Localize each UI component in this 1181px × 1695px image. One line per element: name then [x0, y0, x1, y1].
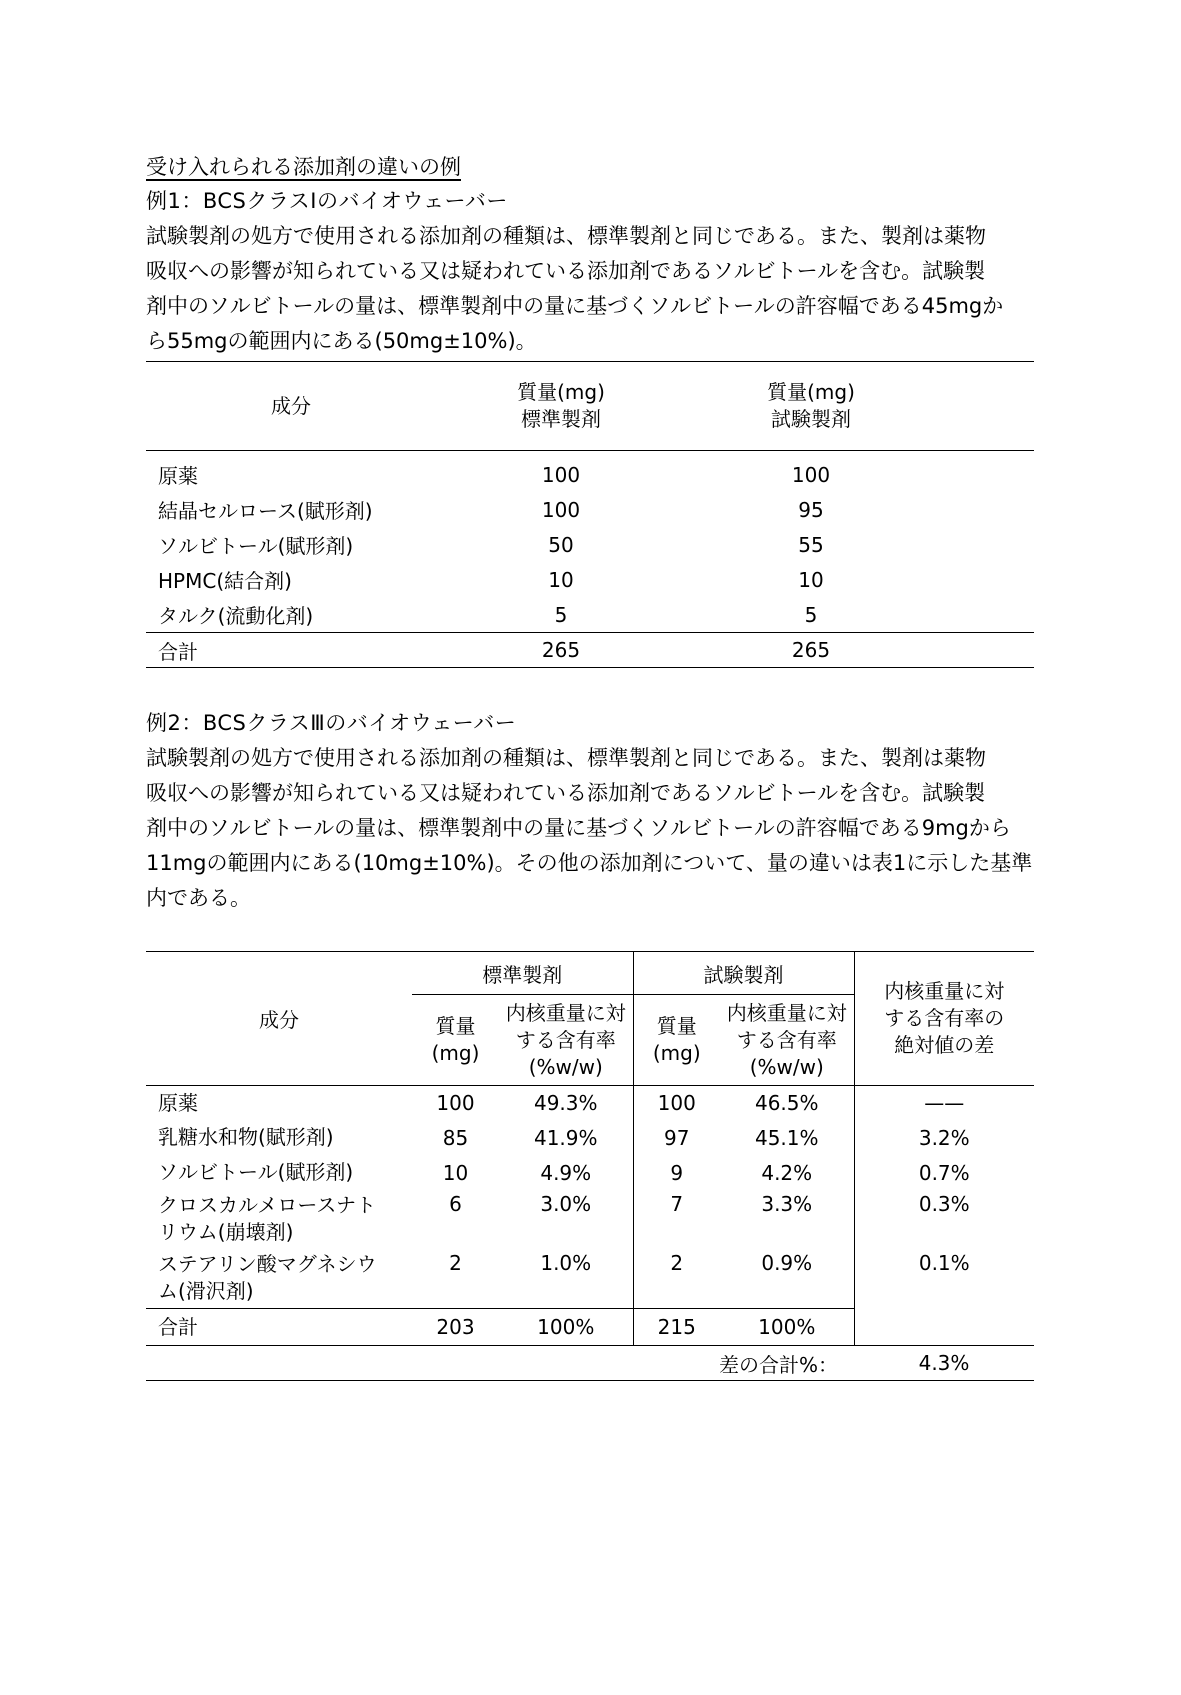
table-row — [146, 492, 1034, 527]
sum-value: 4.3% — [854, 1346, 1034, 1381]
header-line: 内核重量に対 — [726, 1000, 847, 1025]
row-spacer — [936, 597, 1034, 633]
component-name: 原薬 — [158, 464, 198, 488]
row-spacer — [936, 633, 1034, 668]
total-ref-mass: 265 — [436, 633, 686, 668]
diff-value: —— — [854, 1086, 1034, 1121]
component-name-line: リウム(崩壊剤) — [158, 1220, 294, 1244]
example2-line: 11mgの範囲内にある(10mg±10%)。その他の添加剤について、量の違いは表1に示した基準 — [146, 851, 1033, 875]
header-ref-content — [499, 995, 633, 1086]
test-mass: 100 — [791, 462, 831, 487]
component-name: 結晶セルロース(賦形剤) — [158, 499, 373, 523]
header-test-mass — [633, 995, 720, 1086]
table-row — [146, 1086, 1034, 1121]
example2-paragraph — [146, 741, 1034, 916]
table-sum-row — [146, 1346, 1034, 1381]
component-name: 乳糖水和物(賦形剤) — [158, 1125, 334, 1149]
test-mass: 100 — [633, 1086, 720, 1121]
table-total-row — [146, 633, 1034, 668]
header-line: 試験製剤 — [771, 407, 851, 431]
spacer — [146, 916, 1034, 951]
ref-content: 1.0% — [540, 1251, 592, 1275]
total-ref-mass: 203 — [412, 1309, 499, 1346]
diff-value: 0.7% — [854, 1155, 1034, 1190]
component-name-line: クロスカルメロースナト — [158, 1193, 376, 1217]
header-line: する含有率 — [736, 1027, 837, 1052]
header-line: (mg) — [431, 1041, 480, 1065]
total-test-mass: 265 — [686, 633, 936, 668]
total-test-mass: 215 — [633, 1309, 720, 1346]
header-line: 質量 — [435, 1014, 476, 1038]
example1-table — [146, 361, 1034, 668]
test-mass: 55 — [798, 532, 824, 557]
example1-line: 吸収への影響が知られている又は疑われている添加剤であるソルビトールを含む。試験製 — [146, 259, 986, 283]
total-ref-content: 100% — [499, 1309, 633, 1346]
example1-line: 剤中のソルビトールの量は、標準製剤中の量に基づくソルビトールの許容幅である45mgか — [146, 294, 1004, 318]
row-spacer — [936, 562, 1034, 597]
table-header-row — [146, 362, 1034, 451]
example2-line: 試験製剤の処方で使用される添加剤の種類は、標準製剤と同じである。また、製剤は薬物 — [146, 746, 986, 770]
ref-content: 4.9% — [540, 1160, 592, 1185]
example1-paragraph — [146, 219, 1034, 359]
table-total-row — [146, 1309, 1034, 1346]
test-mass: 5 — [804, 602, 818, 627]
ref-content: 3.0% — [540, 1192, 592, 1216]
test-mass: 10 — [798, 567, 824, 592]
component-name: ソルビトール(賦形剤) — [158, 534, 354, 558]
diff-value: 3.2% — [854, 1120, 1034, 1155]
component-name: タルク(流動化剤) — [158, 604, 314, 628]
test-mass: 2 — [633, 1249, 720, 1309]
page-title: 受け入れられる添加剤の違いの例 — [146, 155, 461, 179]
header-line: (%w/w) — [528, 1054, 603, 1079]
header-test-content — [720, 995, 854, 1086]
example2-line: 内である。 — [146, 886, 251, 910]
ref-mass: 100 — [436, 1091, 475, 1115]
component-name — [146, 1249, 412, 1309]
test-content: 3.3% — [761, 1192, 813, 1216]
header-diff — [854, 952, 1034, 1086]
total-label: 合計 — [146, 633, 436, 668]
total-label: 合計 — [146, 1309, 412, 1346]
example1-line: 試験製剤の処方で使用される添加剤の種類は、標準製剤と同じである。また、製剤は薬物 — [146, 224, 986, 248]
ref-mass: 100 — [541, 497, 581, 522]
component-name — [146, 1190, 412, 1249]
component-name: HPMC(結合剤) — [158, 569, 292, 593]
header-ref-mass — [412, 995, 499, 1086]
header-component: 成分 — [146, 952, 412, 1086]
example2-line: 吸収への影響が知られている又は疑われている添加剤であるソルビトールを含む。試験製 — [146, 781, 986, 805]
test-mass: 97 — [633, 1120, 720, 1155]
test-mass: 95 — [798, 497, 824, 522]
header-line: 内核重量に対 — [884, 979, 1005, 1003]
ref-mass: 10 — [548, 567, 574, 592]
test-content: 45.1% — [754, 1125, 819, 1150]
header-line: する含有率の — [884, 1006, 1005, 1030]
component-name: 原薬 — [158, 1090, 198, 1115]
row-spacer — [936, 451, 1034, 493]
example1-line: ら55mgの範囲内にある(50mg±10%)。 — [146, 329, 537, 353]
total-diff-empty — [854, 1309, 1034, 1346]
table-row — [146, 527, 1034, 562]
table-row — [146, 1155, 1034, 1190]
header-line: 質量 — [656, 1014, 697, 1038]
table-row — [146, 1120, 1034, 1155]
header-line: 絶対値の差 — [894, 1033, 995, 1057]
example2-line: 剤中のソルビトールの量は、標準製剤中の量に基づくソルビトールの許容幅である9mgから — [146, 816, 1011, 840]
test-mass: 7 — [633, 1190, 720, 1249]
component-name: ソルビトール(賦形剤) — [158, 1160, 354, 1184]
component-name-line: ステアリン酸マグネシウ — [158, 1252, 377, 1276]
example2-table — [146, 951, 1034, 1381]
ref-mass: 100 — [541, 462, 581, 487]
ref-mass: 6 — [449, 1192, 462, 1216]
header-group-ref: 標準製剤 — [412, 952, 633, 995]
ref-content: 49.3% — [533, 1091, 598, 1115]
header-line: (mg) — [652, 1041, 701, 1065]
table-row — [146, 562, 1034, 597]
test-mass: 9 — [633, 1155, 720, 1190]
ref-mass: 85 — [442, 1125, 469, 1150]
diff-value: 0.3% — [854, 1190, 1034, 1249]
header-component: 成分 — [146, 362, 436, 451]
table-row — [146, 451, 1034, 493]
header-line: 質量(mg) — [767, 380, 855, 404]
header-line: 内核重量に対 — [505, 1000, 626, 1025]
table-row — [146, 597, 1034, 633]
header-line: する含有率 — [515, 1027, 616, 1052]
header-line: 標準製剤 — [521, 407, 601, 431]
header-test-mass — [686, 362, 936, 451]
component-name-line: ム(滑沢剤) — [158, 1279, 254, 1303]
header-spacer — [936, 362, 1034, 451]
ref-content: 41.9% — [533, 1125, 598, 1150]
total-test-content: 100% — [720, 1309, 854, 1346]
header-line: (%w/w) — [749, 1054, 824, 1079]
header-group-test: 試験製剤 — [633, 952, 854, 995]
header-line: 質量(mg) — [517, 380, 605, 404]
row-spacer — [936, 527, 1034, 562]
diff-value: 0.1% — [854, 1249, 1034, 1309]
ref-mass: 2 — [449, 1251, 462, 1275]
ref-mass: 50 — [548, 532, 574, 557]
spacer — [146, 668, 1034, 706]
example1-heading: 例1：BCSクラスⅠのバイオウェーバー — [146, 189, 508, 213]
sum-label: 差の合計%： — [146, 1346, 854, 1381]
test-content: 46.5% — [754, 1091, 819, 1115]
test-content: 4.2% — [761, 1160, 813, 1185]
example2-heading: 例2：BCSクラスⅢのバイオウェーバー — [146, 711, 517, 735]
row-spacer — [936, 492, 1034, 527]
table-row — [146, 1190, 1034, 1249]
table-row — [146, 1249, 1034, 1309]
document-content — [146, 150, 1034, 1381]
table-group-header-row — [146, 952, 1034, 995]
test-content: 0.9% — [761, 1251, 813, 1275]
header-ref-mass — [436, 362, 686, 451]
ref-mass: 5 — [554, 602, 568, 627]
ref-mass: 10 — [442, 1160, 469, 1185]
